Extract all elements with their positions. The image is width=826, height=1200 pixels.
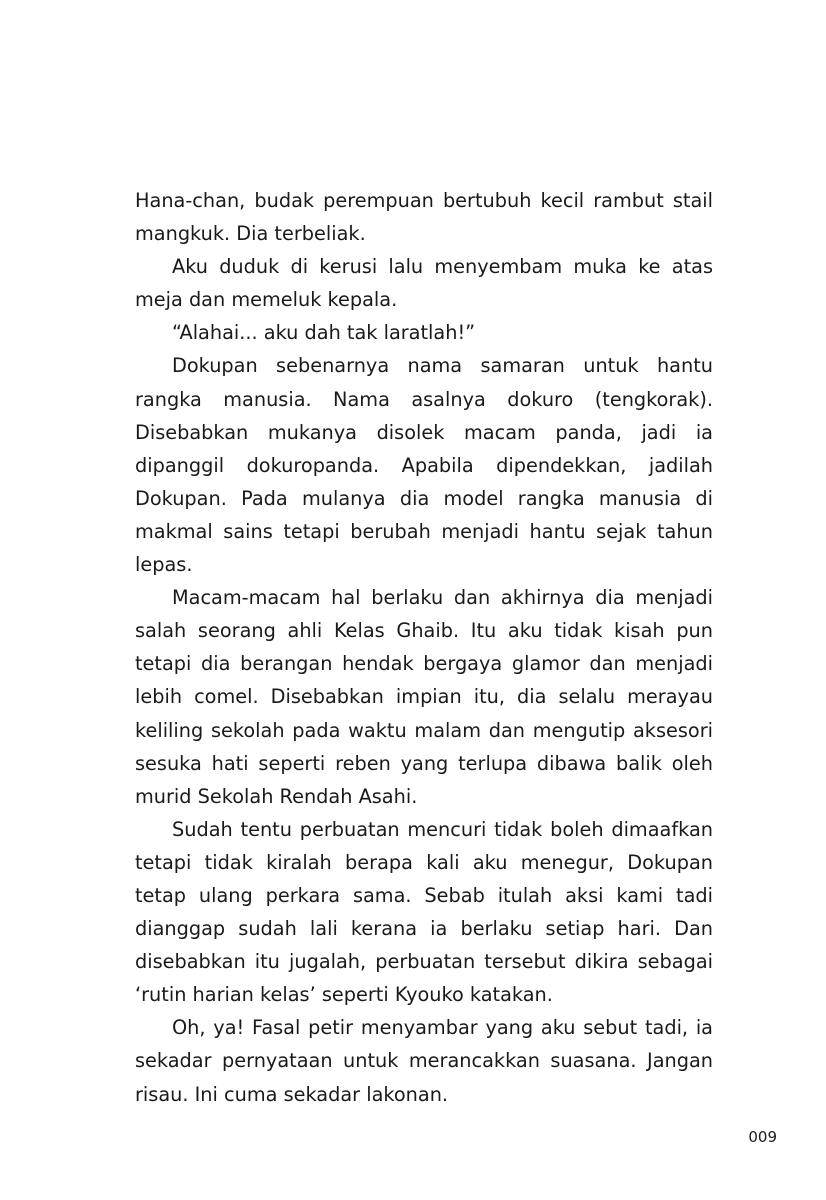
paragraph: Aku duduk di kerusi lalu menyembam muka ke atas meja dan memeluk kepala. [135, 255, 713, 312]
paragraph: Sudah tentu perbuatan mencuri tidak boleh dimaafkan tetapi tidak kiralah berapa kali aku menegur, Dokupan tetap ulang perkara sama. Sebab itulah aksi kami tadi dianggap sudah lali kerana ia berlaku setiap hari. Dan disebabkan itu jugalah, perbuatan tersebut dikira sebagai ‘rutin harian kelas’ seperti Kyouko katakan. [135, 817, 713, 1007]
paragraph: Dokupan sebenarnya nama samaran untuk hantu rangka manusia. Nama asalnya dokuro (tengkorak). Disebabkan mukanya disolek macam panda, jadi ia dipanggil dokuropanda. Apabila dipendekkan, jadilah Dokupan. Pada mulanya dia model rangka manusia di makmal sains tetapi berubah menjadi hantu sejak tahun lepas. [135, 354, 713, 577]
page-body [135, 184, 713, 1111]
paragraph: Hana-chan, budak perempuan bertubuh kecil rambut stail mangkuk. Dia terbeliak. [135, 189, 713, 246]
page-number: 009 [748, 1128, 777, 1146]
paragraph: Oh, ya! Fasal petir menyambar yang aku sebut tadi, ia sekadar pernyataan untuk merancakkan suasana. Jangan risau. Ini cuma sekadar lakonan. [135, 1016, 713, 1106]
paragraph: “Alahai... aku dah tak laratlah!” [172, 321, 476, 345]
paragraph: Macam-macam hal berlaku dan akhirnya dia menjadi salah seorang ahli Kelas Ghaib. Itu aku tidak kisah pun tetapi dia berangan hendak bergaya glamor dan menjadi lebih comel. Disebabkan impian itu, dia selalu merayau keliling sekolah pada waktu malam dan mengutip aksesori sesuka hati seperti reben yang terlupa dibawa balik oleh murid Sekolah Rendah Asahi. [135, 586, 713, 808]
